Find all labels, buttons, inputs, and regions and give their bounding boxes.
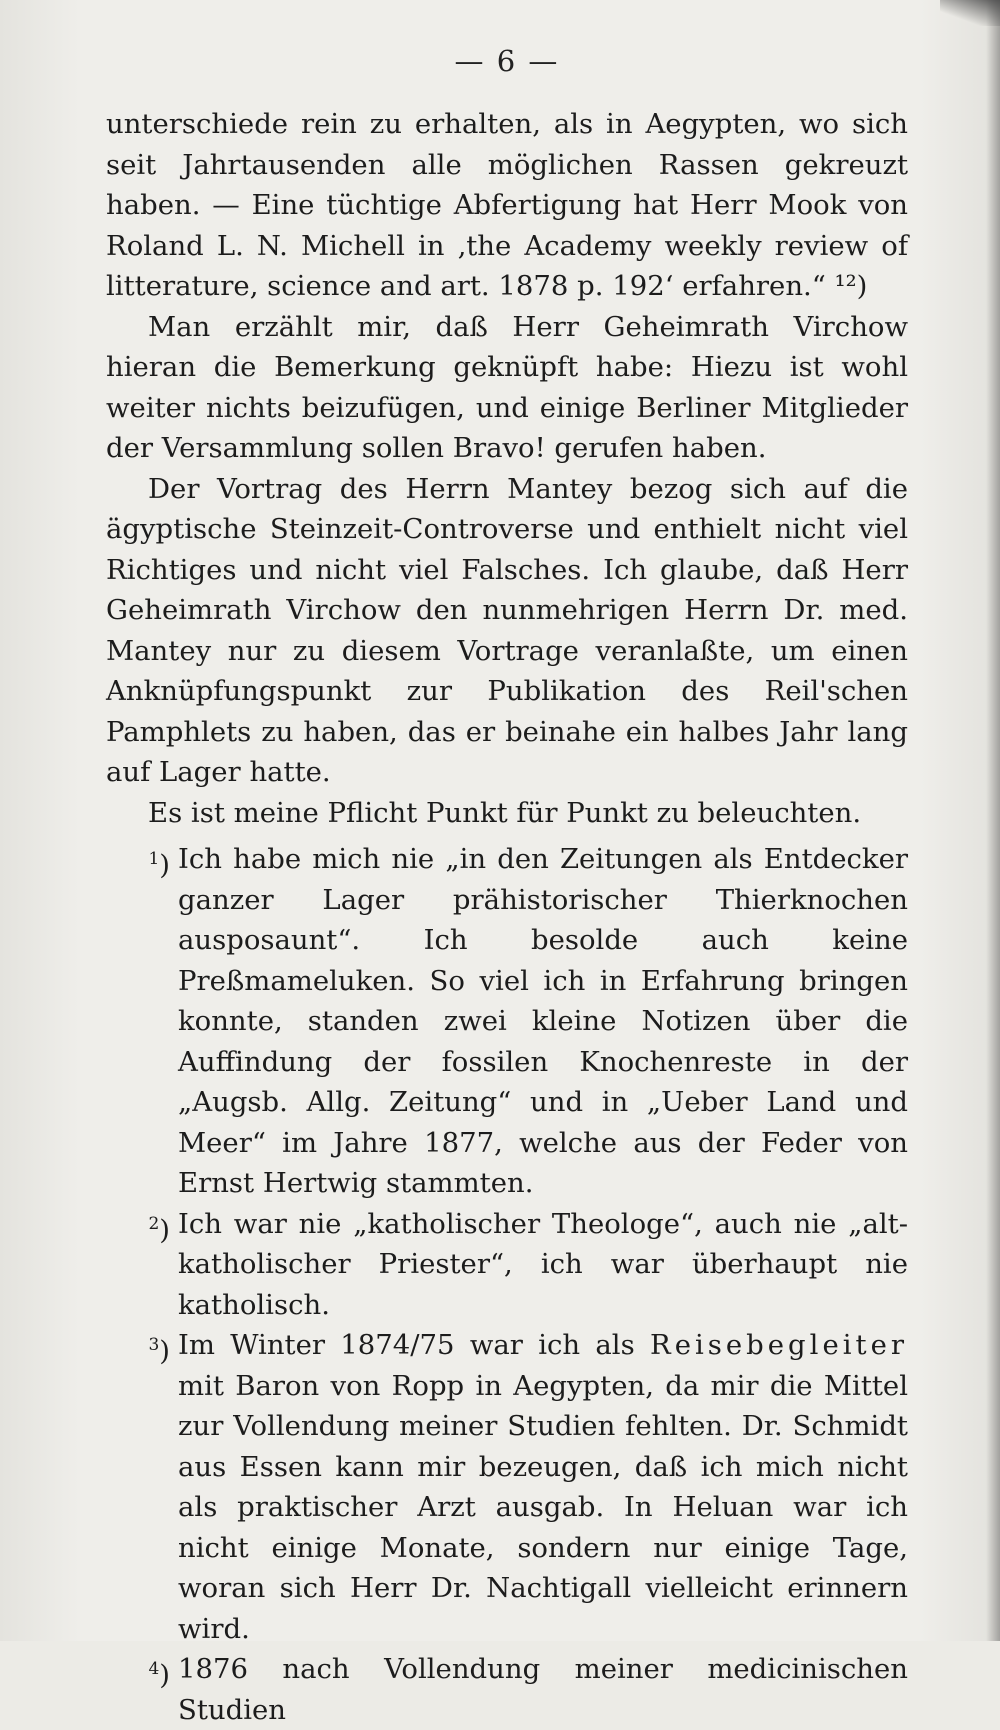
footnotes — [106, 839, 908, 1730]
spaced-word: Reisebegleiter — [650, 1329, 908, 1361]
footnote-text: 1876 nach Vollendung meiner medicinischen Studien — [178, 1653, 908, 1726]
page-number: — 6 — — [454, 44, 560, 78]
footnote-2 — [106, 1204, 908, 1326]
paragraph-duty: Es ist meine Pflicht Punkt für Punkt zu beleuchten. — [148, 796, 862, 829]
footnote-marker: $^1$) — [148, 849, 170, 881]
paragraph-continuation: unterschiede rein zu erhalten, als in Aegypten, wo sich seit Jahrtausenden alle möglichen Rassen gekreuzt haben. — Eine tüchtige Abfertigung hat Herr Mook von Roland L. N. Michell in ‚the Academy weekly review of litterature, science and art. 1878 p. 192‘ erfahren.“ ¹²) — [106, 108, 908, 302]
paragraph-mantey-lecture: Der Vortrag des Herrn Mantey bezog sich auf die ägyptische Steinzeit-Controverse und enthielt nicht viel Richtiges und nicht viel Falsches. Ich glaube, daß Herr Geheimrath Virchow den nunmehrigen Herrn Dr. med. Mantey nur zu diesem Vortrage veranlaßte, um einen Anknüpfungspunkt zur Publikation des Reil'schen Pamphlets zu haben, das er beinahe ein halbes Jahr lang auf Lager hatte. — [106, 472, 908, 788]
footnote-text: Im Winter 1874/75 war ich als Reisebegleiter mit Baron von Ropp in Aegypten, da mir die Mittel zur Vollendung meiner Studien fehlten. Dr. Schmidt aus Essen kann mir bezeugen, daß ich mich nicht als praktischer Arzt ausgab. In Heluan war ich nicht einige Monate, sondern nur einige Tage, woran sich Herr Dr. Nachtigall vielleicht erinnern wird. — [178, 1329, 908, 1645]
corner-mark — [940, 0, 1000, 26]
footnote-3 — [106, 1325, 908, 1649]
footnote-marker: $^4$) — [148, 1659, 170, 1691]
page-edge-shadow — [986, 0, 1000, 1641]
footnote-4 — [106, 1649, 908, 1730]
footnote-marker: $^2$) — [148, 1213, 170, 1246]
footnote-text: Ich war nie „katholischer Theologe“, auch nie „alt-katholischer Priester“, ich war überhaupt nie katholisch. — [178, 1207, 908, 1321]
footnote-marker: $^3$) — [148, 1335, 170, 1367]
footnote-1 — [106, 839, 908, 1204]
paragraph-virchow-remark: Man erzählt mir, daß Herr Geheimrath Virchow hieran die Bemerkung geknüpft habe: Hiezu ist wohl weiter nichts beizufügen, und einige Berliner Mitglieder der Versammlung sollen Bravo! gerufen haben. — [106, 310, 908, 464]
footnote-text: Ich habe mich nie „in den Zeitungen als Entdecker ganzer Lager prähistorischer Thierknochen ausposaunt“. Ich besolde auch keine Preßmameluken. So viel ich in Erfahrung bringen konnte, standen zwei kleine Notizen über die Auffindung der fossilen Knochenreste in der „Augsb. Allg. Zeitung“ und in „Ueber Land und Meer“ im Jahre 1877, welche aus der Feder von Ernst Hertwig stammten. — [178, 843, 908, 1199]
